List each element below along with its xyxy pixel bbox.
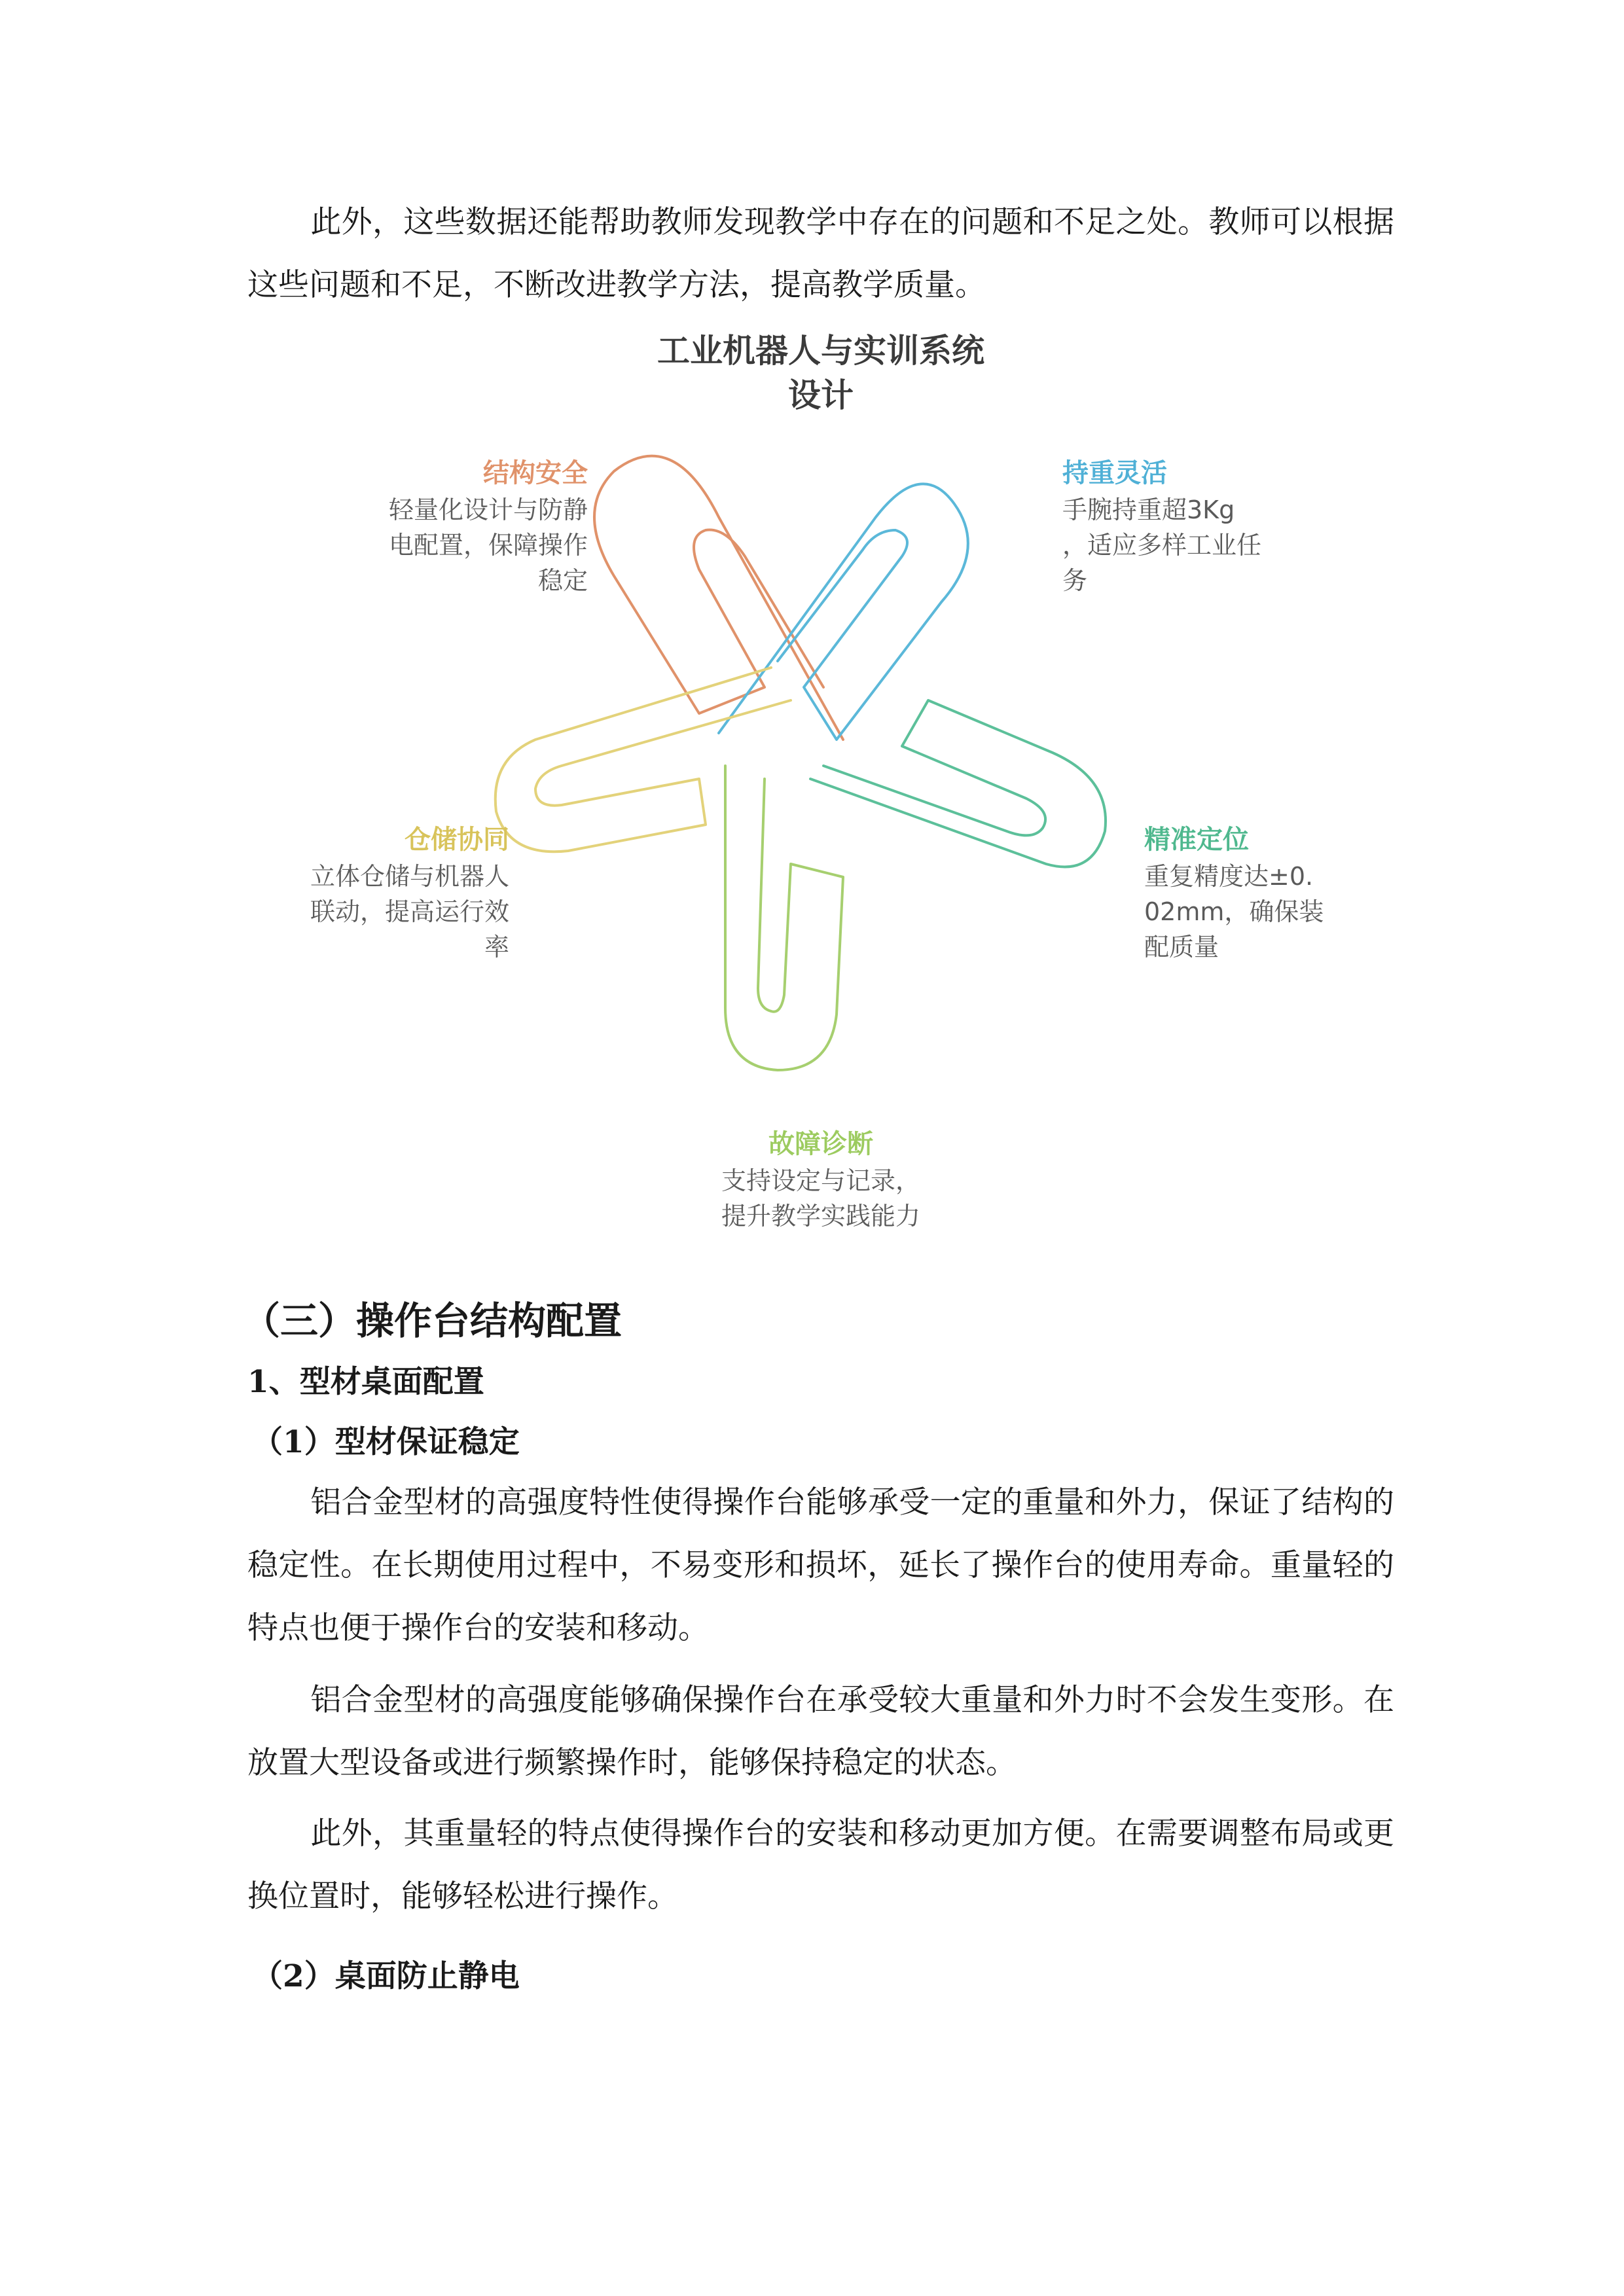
feature-title-load: 持重灵活 [1062, 458, 1167, 488]
feature-desc-diagnosis: 支持设定与记录， 提升教学实践能力 [721, 1166, 920, 1230]
knot-loop-teal [810, 700, 1106, 867]
intro-paragraph: 此外，这些数据还能帮助教师发现教学中存在的问题和不足之处。教师可以根据这些问题和不足，不断改进教学方法，提高教学质量。 [247, 204, 1394, 303]
item1-heading: （1）型材保证稳定 [252, 1424, 520, 1460]
feature-title-diagnosis: 故障诊断 [768, 1129, 873, 1159]
paragraph-1: 铝合金型材的高强度特性使得操作台能够承受一定的重量和外力，保证了结构的稳定性。在长期使用过程中，不易变形和损坏，延长了操作台的使用寿命。重量轻的特点也便于操作台的安装和移动。 [247, 1484, 1394, 1646]
paragraph-3: 此外，其重量轻的特点使得操作台的安装和移动更加方便。在需要调整布局或更换位置时，能够轻松进行操作。 [247, 1816, 1394, 1914]
section-heading: （三）操作台结构配置 [242, 1299, 623, 1343]
figure-title: 工业机器人与实训系统 设计 [657, 332, 984, 414]
item2-heading: （2）桌面防止静电 [252, 1958, 520, 1994]
knot-loop-orange [594, 456, 843, 740]
feature-desc-load: 手腕持重超3Kg ，适应多样工业任 务 [1062, 495, 1262, 595]
feature-title-structure: 结构安全 [483, 458, 588, 488]
knot-loop-lime [725, 766, 843, 1070]
paragraph-2: 铝合金型材的高强度能够确保操作台在承受较大重量和外力时不会发生变形。在放置大型设备或进行频繁操作时，能够保持稳定的状态。 [247, 1682, 1394, 1781]
feature-title-storage: 仓储协同 [405, 825, 509, 855]
infographic-figure [247, 321, 1394, 1263]
feature-title-precision: 精准定位 [1144, 825, 1249, 855]
feature-desc-structure: 轻量化设计与防静 电配置，保障操作 稳定 [388, 495, 588, 595]
subsection-heading: 1、型材桌面配置 [247, 1364, 484, 1400]
feature-desc-storage: 立体仓储与机器人 联动，提高运行效 率 [310, 862, 509, 961]
feature-desc-precision: 重复精度达±0. 02mm，确保装 配质量 [1144, 862, 1324, 961]
